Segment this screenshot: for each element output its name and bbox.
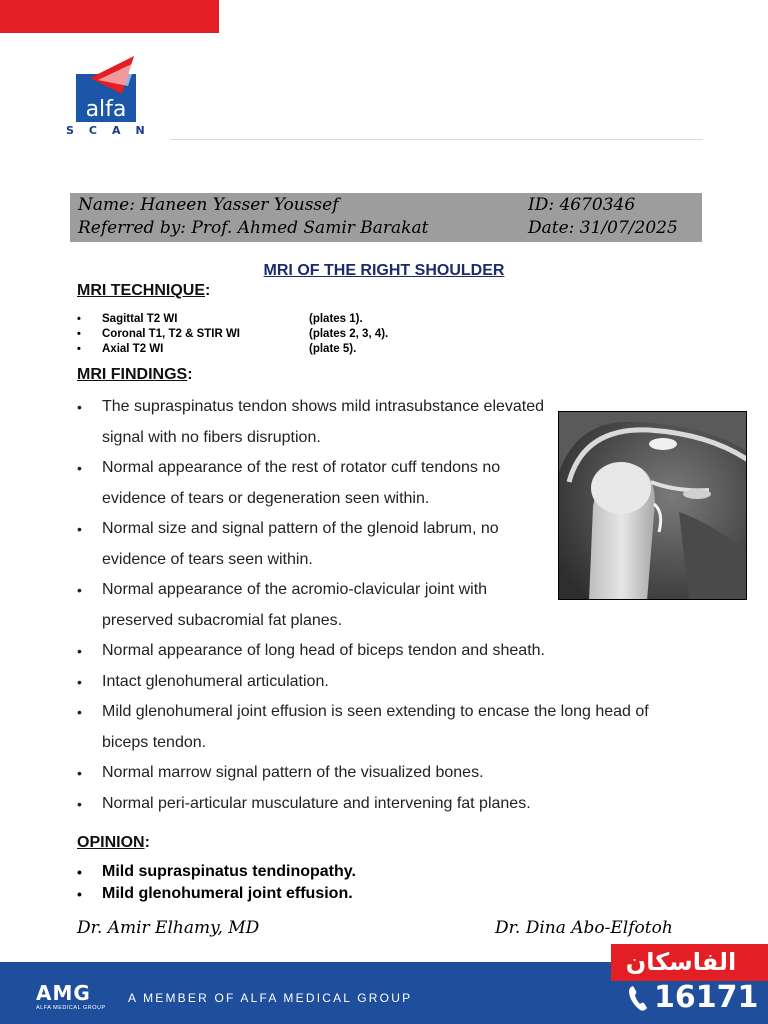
opinion-heading: OPINION: bbox=[77, 834, 150, 851]
technique-sequence: Coronal T1, T2 & STIR WI bbox=[102, 328, 241, 340]
findings-heading: MRI FINDINGS: bbox=[77, 366, 193, 383]
opinion-item: • Mild glenohumeral joint effusion. bbox=[77, 883, 356, 905]
technique-item bbox=[77, 312, 363, 327]
opinion-heading-text: OPINION bbox=[77, 834, 145, 851]
patient-info-box bbox=[70, 193, 702, 242]
finding-item: • The supraspinatus tendon shows mild intrasubstance elevated signal with no fibers disruption. bbox=[77, 392, 555, 453]
signature-left: Dr. Amir Elhamy, MD bbox=[77, 918, 260, 938]
patient-name: Name: Haneen Yasser Youssef bbox=[78, 195, 339, 215]
finding-item: • Normal appearance of the rest of rotator cuff tendons no evidence of tears or degeneration seen within. bbox=[77, 453, 555, 514]
finding-item: • Normal marrow signal pattern of the visualized bones. bbox=[77, 758, 677, 789]
mri-shoulder-image bbox=[558, 411, 747, 600]
findings-heading-text: MRI FINDINGS bbox=[77, 366, 188, 383]
header-rule bbox=[170, 139, 703, 140]
technique-heading-text: MRI TECHNIQUE bbox=[77, 282, 205, 299]
logo-scan-text: SCAN bbox=[66, 124, 160, 137]
finding-item: • Intact glenohumeral articulation. bbox=[77, 667, 677, 698]
mri-image-graphic bbox=[559, 412, 747, 600]
finding-item: • Normal appearance of long head of biceps tendon and sheath. bbox=[77, 636, 677, 667]
logo-word: alfa bbox=[85, 97, 127, 122]
technique-plates: (plates 2, 3, 4). bbox=[309, 328, 389, 340]
top-red-bar bbox=[0, 0, 219, 33]
technique-item bbox=[77, 327, 389, 342]
phone-icon bbox=[628, 984, 650, 1012]
opinion-list bbox=[77, 861, 356, 905]
finding-item: • Normal size and signal pattern of the glenoid labrum, no evidence of tears seen within. bbox=[77, 514, 555, 575]
report-date: Date: 31/07/2025 bbox=[528, 218, 678, 238]
arabic-brand-text: الفاسكان bbox=[625, 948, 737, 976]
technique-plates: (plate 5). bbox=[309, 343, 357, 355]
member-text: A MEMBER OF ALFA MEDICAL GROUP bbox=[128, 991, 413, 1005]
info-row-1 bbox=[78, 195, 636, 215]
technique-plates: (plates 1). bbox=[309, 313, 363, 325]
patient-id: ID: 4670346 bbox=[528, 195, 636, 215]
technique-sequence: Axial T2 WI bbox=[102, 343, 164, 355]
info-row-2 bbox=[78, 218, 678, 238]
technique-sequence: Sagittal T2 WI bbox=[102, 313, 178, 325]
report-title: MRI OF THE RIGHT SHOULDER bbox=[263, 262, 505, 279]
finding-item: • Normal peri-articular musculature and intervening fat planes. bbox=[77, 789, 677, 820]
alfa-scan-logo bbox=[66, 42, 166, 142]
finding-item: • Normal appearance of the acromio-clavicular joint with preserved subacromial fat planes. bbox=[77, 575, 555, 636]
technique-heading: MRI TECHNIQUE: bbox=[77, 282, 211, 299]
technique-item bbox=[77, 342, 357, 357]
amg-logo-text: AMG bbox=[36, 981, 91, 1005]
technique-list bbox=[77, 312, 389, 357]
hotline-number: 16171 bbox=[654, 980, 759, 1015]
hotline bbox=[628, 980, 758, 1015]
opinion-item: • Mild supraspinatus tendinopathy. bbox=[77, 861, 356, 883]
finding-item: • Mild glenohumeral joint effusion is seen extending to encase the long head of biceps tendon. bbox=[77, 697, 677, 758]
signature-right: Dr. Dina Abo-Elfotoh bbox=[495, 918, 673, 938]
referred-by: Referred by: Prof. Ahmed Samir Barakat bbox=[78, 218, 429, 238]
amg-sub-text: ALFA MEDICAL GROUP bbox=[36, 1005, 106, 1011]
alfa-logo-icon bbox=[76, 56, 138, 122]
